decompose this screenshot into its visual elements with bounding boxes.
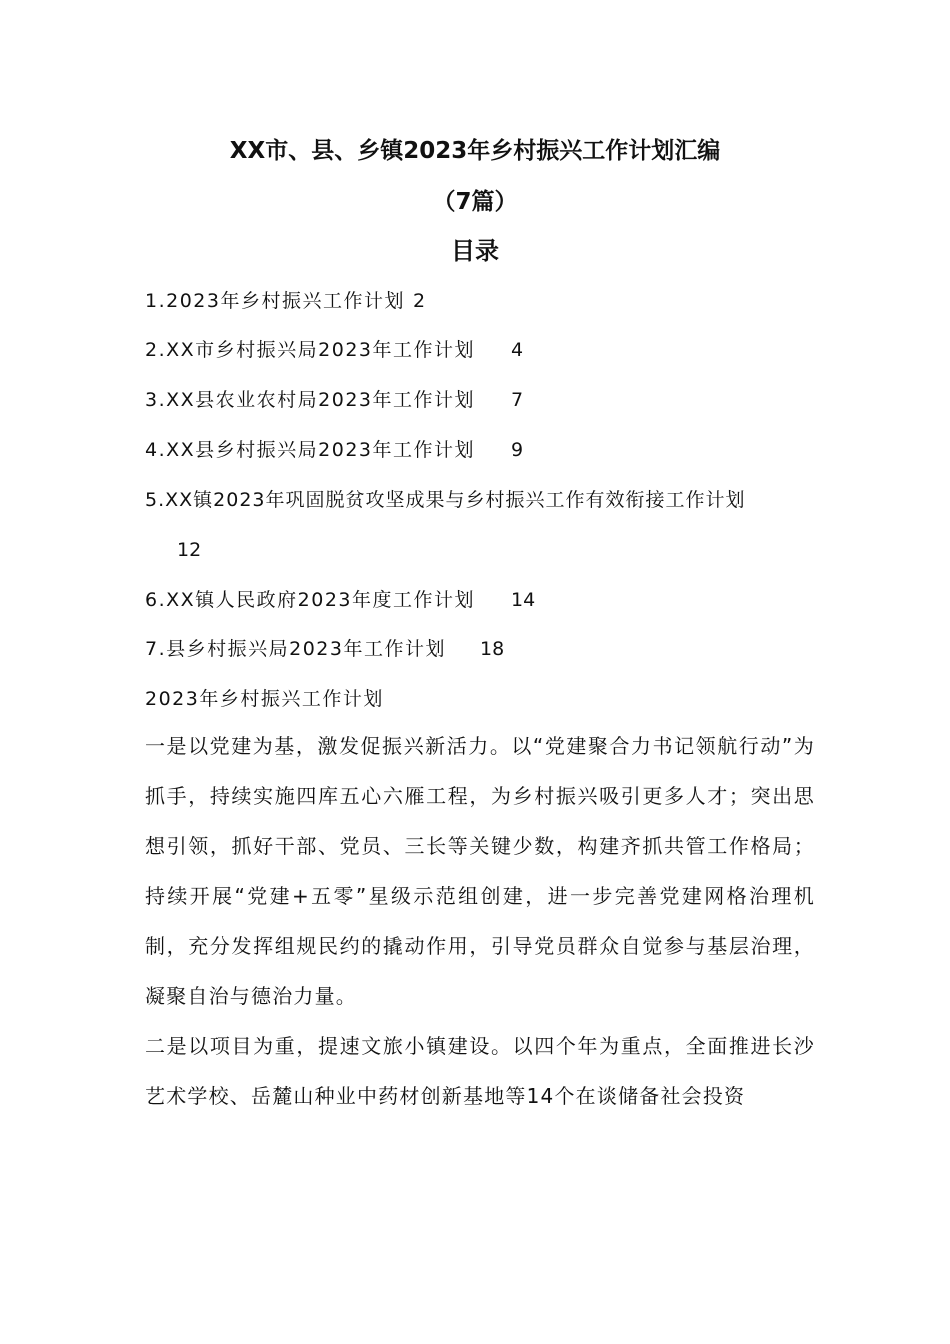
document-subtitle: （7篇） <box>432 189 518 215</box>
toc-heading: 目录 <box>451 237 499 265</box>
toc-entry-label[interactable]: 3.XX县农业农村局2023年工作计划 <box>145 389 476 411</box>
toc-entry-page: 12 <box>177 539 202 561</box>
body-paragraph: 二是以项目为重，提速文旅小镇建设。以四个年为重点，全面推进长沙艺术学校、岳麓山种业中药材创新基地等14个在谈储备社会投资 <box>145 1034 815 1108</box>
toc-entry-label[interactable]: 2.XX市乡村振兴局2023年工作计划 <box>145 339 476 361</box>
toc-entry-label[interactable]: 5.XX镇2023年巩固脱贫攻坚成果与乡村振兴工作有效衔接工作计划 <box>145 489 746 511</box>
toc-entry-page: 4 <box>511 339 524 361</box>
body-paragraph: 一是以党建为基，激发促振兴新活力。以“党建聚合力书记领航行动”为抓手，持续实施四库五心六雁工程，为乡村振兴吸引更多人才；突出思想引领，抓好干部、党员、三长等关键少数，构建齐抓共管工作格局；持续开展“党建+五零”星级示范组创建，进一步完善党建网格治理机制，充分发挥组规民约的撬动作用，引导党员群众自觉参与基层治理，凝聚自治与德治力量。 <box>145 734 815 1008</box>
toc-entry-page: 2 <box>413 290 426 312</box>
toc-entry-label[interactable]: 1.2023年乡村振兴工作计划 <box>145 290 405 312</box>
toc-entry-label[interactable]: 6.XX镇人民政府2023年度工作计划 <box>145 589 476 611</box>
toc-entry-page: 18 <box>480 638 505 660</box>
section-title: 2023年乡村振兴工作计划 <box>145 688 384 710</box>
toc-entry-label[interactable]: 7.县乡村振兴局2023年工作计划 <box>145 638 446 660</box>
document-title: XX市、县、乡镇2023年乡村振兴工作计划汇编 <box>229 138 721 164</box>
toc-entry-page: 14 <box>511 589 536 611</box>
toc-entry-label[interactable]: 4.XX县乡村振兴局2023年工作计划 <box>145 439 476 461</box>
toc-entry-page: 9 <box>511 439 524 461</box>
toc-entry-page: 7 <box>511 389 524 411</box>
